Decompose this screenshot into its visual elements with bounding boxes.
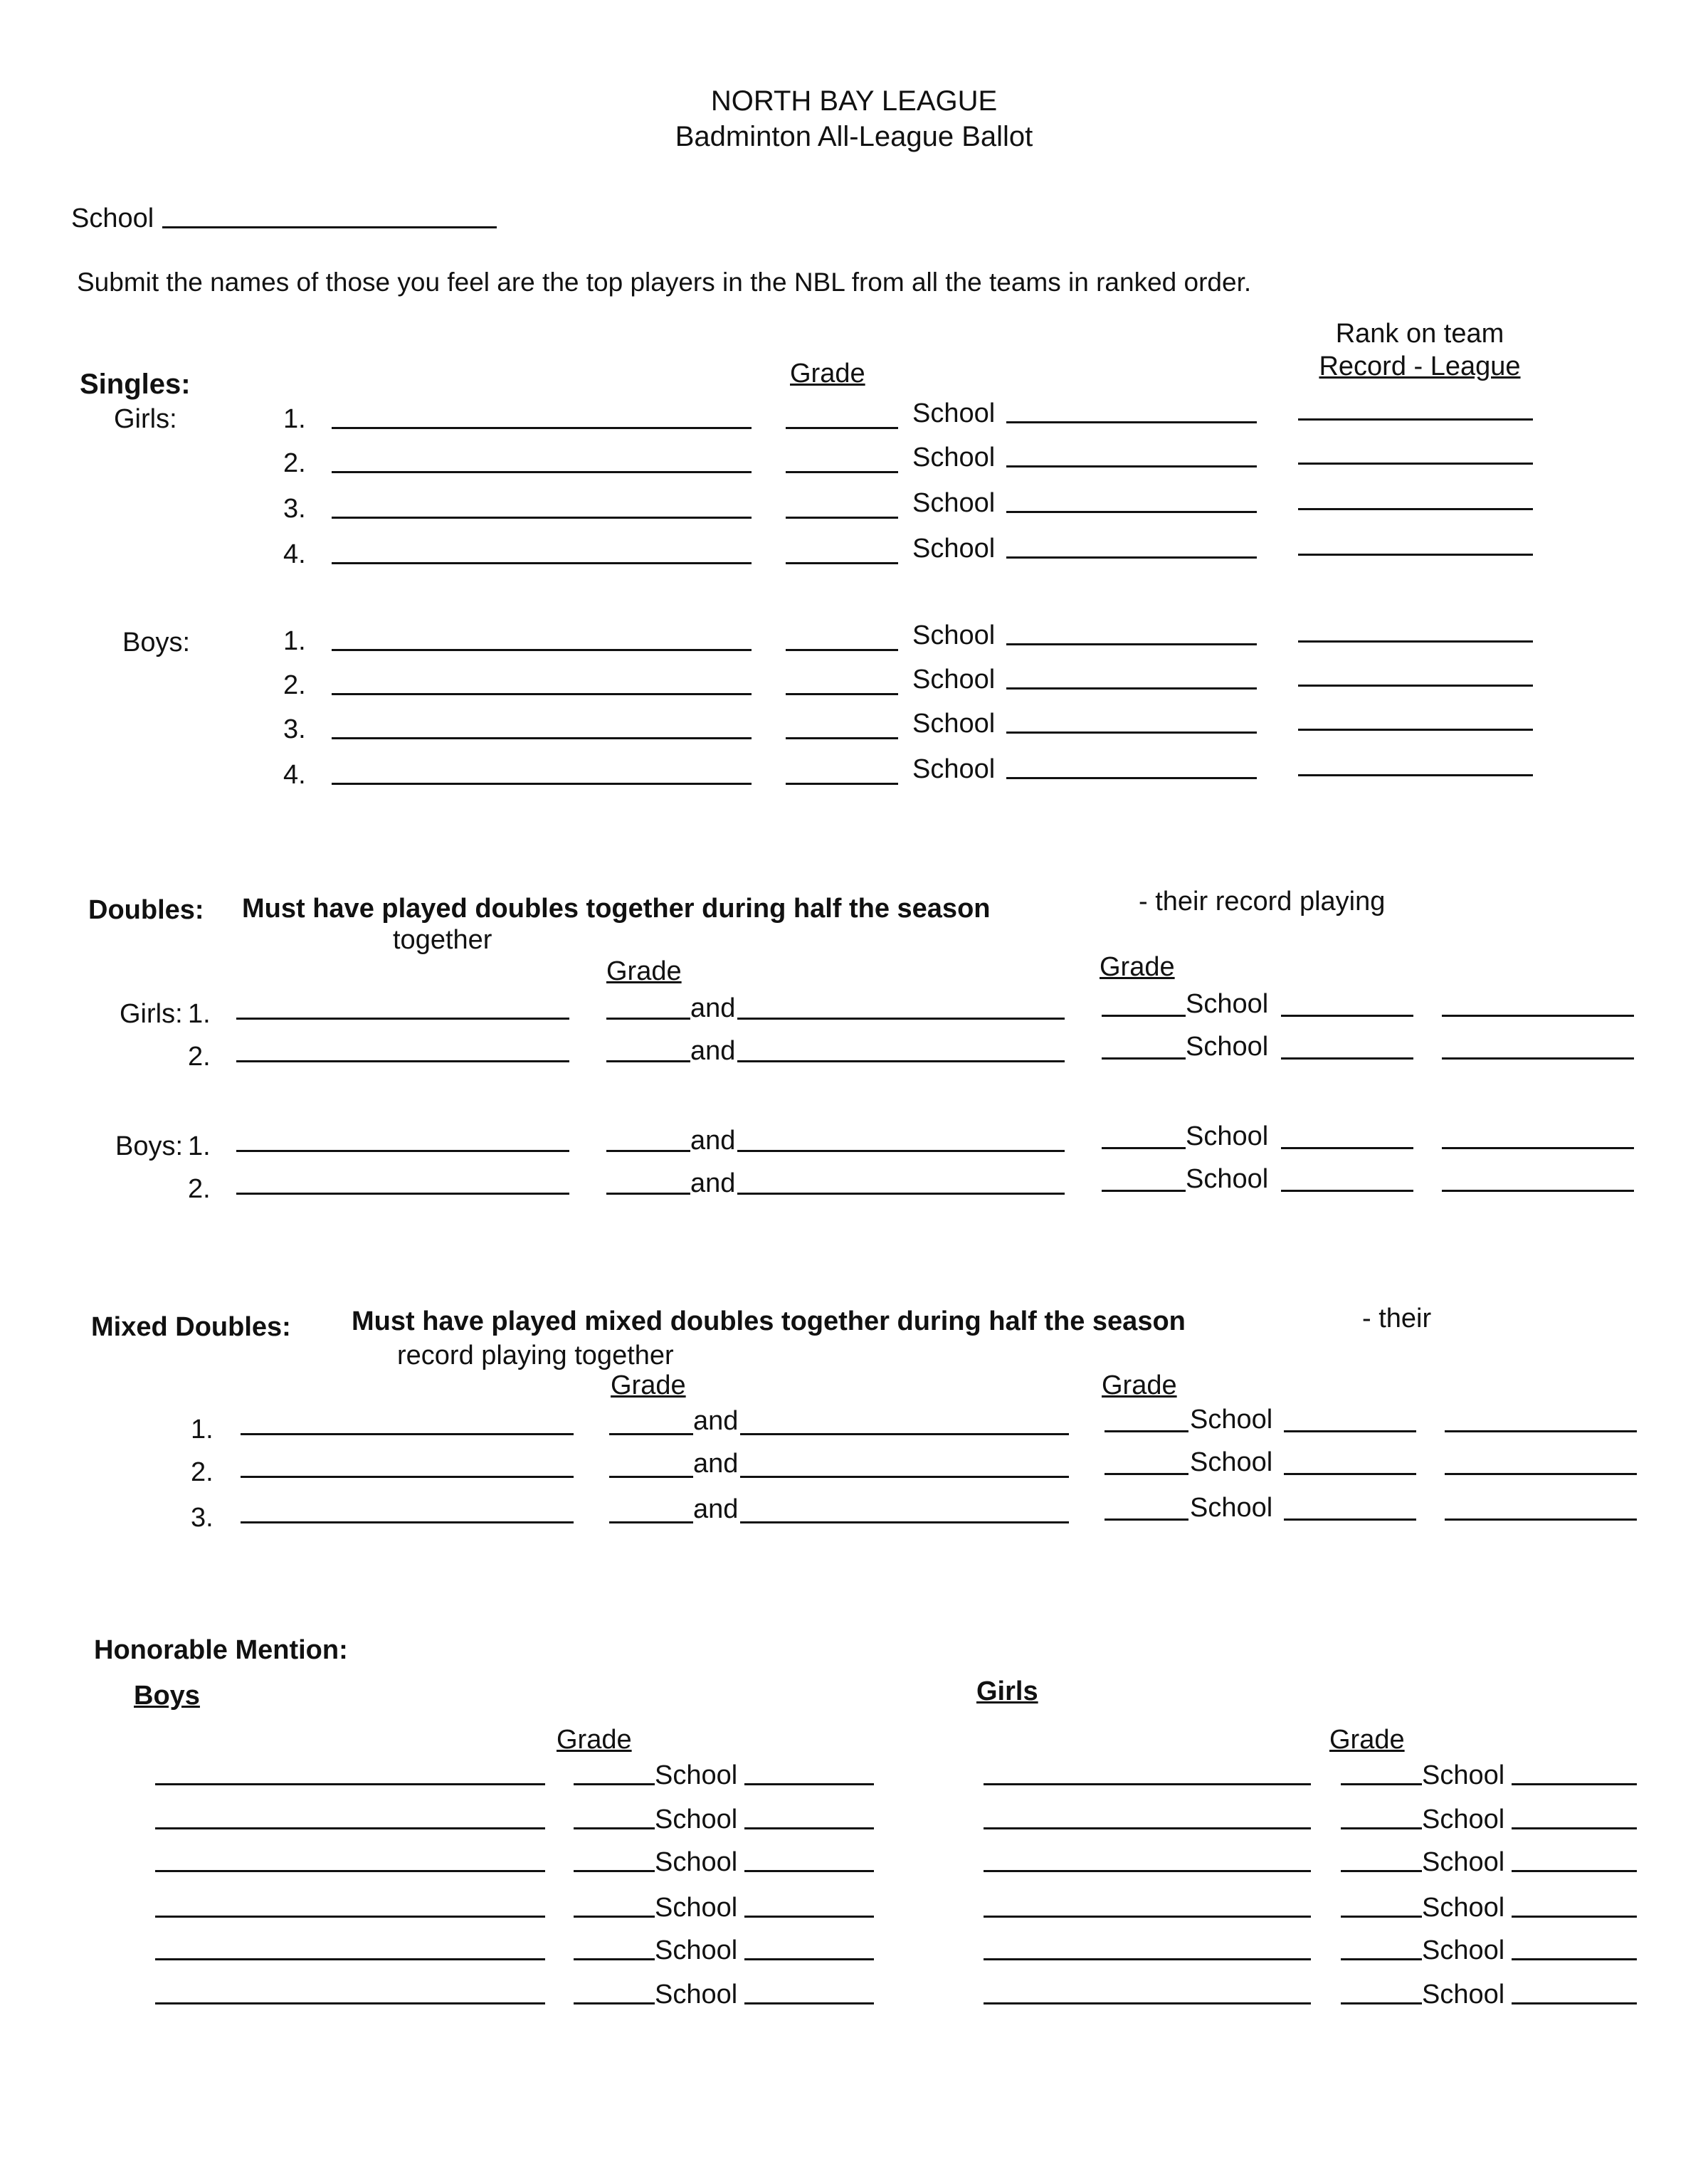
honorable-boys-school-label: School <box>655 1805 738 1834</box>
honorable-boys-2-grade[interactable] <box>574 1827 655 1829</box>
mixed-grade-header-1: Grade <box>611 1370 686 1400</box>
doubles-girls-school-label: School <box>1186 1032 1269 1062</box>
mixed-note: - their <box>1362 1304 1432 1333</box>
doubles-girls-team-2-record[interactable] <box>1442 1057 1634 1060</box>
honorable-girls-school-label: School <box>1422 1935 1505 1965</box>
mixed-team-3-grade-1[interactable] <box>609 1521 693 1523</box>
doubles-girls-team-1-record[interactable] <box>1442 1015 1634 1017</box>
doubles-girls-number: 2. <box>188 1042 211 1072</box>
doubles-boys-school-label: School <box>1186 1121 1269 1151</box>
singles-boys-player-4-name[interactable] <box>332 783 752 785</box>
doubles-girls-team-1-grade-1[interactable] <box>606 1018 690 1020</box>
honorable-girls-4-grade[interactable] <box>1341 1916 1422 1918</box>
mixed-team-3-player-2[interactable] <box>740 1521 1069 1523</box>
doubles-grade-header-1: Grade <box>606 956 682 986</box>
mixed-school-label: School <box>1190 1447 1273 1477</box>
mixed-team-2-grade-2[interactable] <box>1105 1473 1188 1475</box>
doubles-rule: Must have played doubles together during half the season <box>242 894 991 924</box>
singles-boys-player-2-rank[interactable] <box>1298 685 1533 687</box>
singles-boys-school-label: School <box>912 665 996 694</box>
singles-boys-player-3-grade[interactable] <box>786 737 898 739</box>
honorable-boys-6-school[interactable] <box>744 2002 874 2004</box>
mixed-and-label: and <box>693 1406 739 1436</box>
singles-boys-number: 4. <box>283 760 306 790</box>
doubles-boys-team-2-record[interactable] <box>1442 1190 1634 1192</box>
doubles-boys-team-2-grade-2[interactable] <box>1102 1190 1186 1192</box>
school-field[interactable] <box>162 226 497 228</box>
rank-header-line1: Rank on team <box>1335 319 1504 349</box>
mixed-team-2-record[interactable] <box>1445 1473 1637 1475</box>
mixed-and-label: and <box>693 1449 739 1479</box>
doubles-boys-team-1-grade-2[interactable] <box>1102 1147 1186 1149</box>
singles-girls-number: 2. <box>283 448 306 478</box>
doubles-boys-number: 2. <box>188 1174 211 1204</box>
singles-girls-player-4-rank[interactable] <box>1298 554 1533 556</box>
honorable-girls-label: Girls <box>976 1676 1038 1706</box>
singles-boys-number: 3. <box>283 714 306 744</box>
singles-girls-player-2-name[interactable] <box>332 471 752 473</box>
honorable-boys-school-label: School <box>655 1935 738 1965</box>
mixed-school-label: School <box>1190 1493 1273 1523</box>
honorable-boys-6-name[interactable] <box>155 2002 545 2004</box>
mixed-number: 3. <box>191 1503 214 1533</box>
doubles-girls-team-2-player-2[interactable] <box>737 1060 1065 1062</box>
mixed-grade-header-2: Grade <box>1102 1370 1177 1400</box>
honorable-boys-1-name[interactable] <box>155 1783 545 1785</box>
honorable-girls-school-label: School <box>1422 1805 1505 1834</box>
rank-header-line2: Record - League <box>1319 352 1521 381</box>
mixed-team-1-player-1[interactable] <box>241 1433 574 1435</box>
singles-boys-player-2-name[interactable] <box>332 693 752 695</box>
singles-girls-player-3-grade[interactable] <box>786 517 898 519</box>
doubles-boys-team-1-grade-1[interactable] <box>606 1150 690 1152</box>
doubles-boys-team-1-player-1[interactable] <box>236 1150 569 1152</box>
singles-girls-player-1-school[interactable] <box>1006 421 1257 423</box>
singles-girls-player-3-rank[interactable] <box>1298 508 1533 510</box>
honorable-boys-4-grade[interactable] <box>574 1916 655 1918</box>
honorable-boys-label: Boys <box>134 1681 200 1711</box>
singles-boys-player-4-school[interactable] <box>1006 777 1257 779</box>
honorable-boys-5-school[interactable] <box>744 1958 874 1960</box>
honorable-girls-4-name[interactable] <box>984 1916 1311 1918</box>
mixed-school-label: School <box>1190 1405 1273 1435</box>
singles-girls-player-4-name[interactable] <box>332 562 752 564</box>
singles-boys-player-3-name[interactable] <box>332 737 752 739</box>
mixed-team-3-grade-2[interactable] <box>1105 1518 1188 1521</box>
singles-boys-player-1-rank[interactable] <box>1298 640 1533 643</box>
honorable-boys-school-label: School <box>655 1980 738 2009</box>
honorable-girls-3-grade[interactable] <box>1341 1870 1422 1872</box>
singles-girls-player-1-name[interactable] <box>332 427 752 429</box>
singles-girls-player-3-name[interactable] <box>332 517 752 519</box>
doubles-girls-team-1-grade-2[interactable] <box>1102 1015 1186 1017</box>
mixed-team-1-record[interactable] <box>1445 1430 1637 1432</box>
doubles-girls-label: Girls: <box>120 999 183 1029</box>
singles-boys-player-3-school[interactable] <box>1006 731 1257 734</box>
honorable-boys-1-grade[interactable] <box>574 1783 655 1785</box>
singles-heading: Singles: <box>80 369 191 400</box>
honorable-boys-3-grade[interactable] <box>574 1870 655 1872</box>
doubles-boys-and-label: and <box>690 1168 736 1198</box>
singles-girls-player-2-grade[interactable] <box>786 471 898 473</box>
doubles-boys-school-label: School <box>1186 1164 1269 1194</box>
honorable-boys-2-school[interactable] <box>744 1827 874 1829</box>
doubles-girls-team-2-player-1[interactable] <box>236 1060 569 1062</box>
honorable-girls-school-label: School <box>1422 1847 1505 1877</box>
doubles-boys-number: 1. <box>188 1131 211 1161</box>
honorable-boys-4-school[interactable] <box>744 1916 874 1918</box>
school-label: School <box>71 204 154 233</box>
doubles-boys-team-2-school[interactable] <box>1281 1190 1413 1192</box>
mixed-team-1-grade-1[interactable] <box>609 1433 693 1435</box>
doubles-girls-school-label: School <box>1186 989 1269 1019</box>
mixed-heading: Mixed Doubles: <box>91 1312 291 1342</box>
singles-boys-player-3-rank[interactable] <box>1298 729 1533 731</box>
singles-girls-player-1-grade[interactable] <box>786 427 898 429</box>
singles-girls-player-1-rank[interactable] <box>1298 418 1533 421</box>
singles-girls-school-label: School <box>912 534 996 564</box>
doubles-grade-header-2: Grade <box>1100 952 1175 982</box>
mixed-team-3-record[interactable] <box>1445 1518 1637 1521</box>
honorable-girls-school-label: School <box>1422 1760 1505 1790</box>
doubles-note-2: together <box>393 925 492 955</box>
mixed-team-2-school[interactable] <box>1284 1473 1416 1475</box>
mixed-team-3-player-1[interactable] <box>241 1521 574 1523</box>
doubles-boys-and-label: and <box>690 1126 736 1156</box>
singles-girls-player-4-grade[interactable] <box>786 562 898 564</box>
honorable-boys-1-school[interactable] <box>744 1783 874 1785</box>
mixed-rule: Must have played mixed doubles together during half the season <box>352 1306 1186 1336</box>
honorable-girls-5-name[interactable] <box>984 1958 1311 1960</box>
doubles-girls-team-1-player-1[interactable] <box>236 1018 569 1020</box>
doubles-girls-and-label: and <box>690 1036 736 1066</box>
singles-boys-number: 1. <box>283 626 306 656</box>
singles-boys-player-1-grade[interactable] <box>786 649 898 651</box>
singles-girls-player-2-rank[interactable] <box>1298 463 1533 465</box>
honorable-girls-school-label: School <box>1422 1980 1505 2009</box>
singles-girls-number: 3. <box>283 494 306 524</box>
singles-boys-player-4-grade[interactable] <box>786 783 898 785</box>
doubles-boys-team-1-player-2[interactable] <box>737 1150 1065 1152</box>
honorable-boys-school-label: School <box>655 1847 738 1877</box>
honorable-girls-6-name[interactable] <box>984 2002 1311 2004</box>
honorable-girls-school-label: School <box>1422 1893 1505 1923</box>
singles-girls-school-label: School <box>912 488 996 518</box>
doubles-girls-team-1-school[interactable] <box>1281 1015 1413 1017</box>
honorable-girls-1-name[interactable] <box>984 1783 1311 1785</box>
singles-boys-player-4-rank[interactable] <box>1298 774 1533 776</box>
singles-boys-label: Boys: <box>122 628 191 657</box>
doubles-heading: Doubles: <box>88 895 204 925</box>
doubles-boys-team-1-school[interactable] <box>1281 1147 1413 1149</box>
doubles-boys-label: Boys: <box>115 1131 184 1161</box>
honorable-heading: Honorable Mention: <box>94 1635 348 1665</box>
mixed-number: 1. <box>191 1415 214 1444</box>
honorable-girls-3-name[interactable] <box>984 1870 1311 1872</box>
honorable-girls-6-grade[interactable] <box>1341 2002 1422 2004</box>
honorable-boys-4-name[interactable] <box>155 1916 545 1918</box>
honorable-boys-3-school[interactable] <box>744 1870 874 1872</box>
mixed-and-label: and <box>693 1494 739 1524</box>
mixed-team-1-school[interactable] <box>1284 1430 1416 1432</box>
honorable-boys-5-name[interactable] <box>155 1958 545 1960</box>
singles-boys-player-2-grade[interactable] <box>786 693 898 695</box>
honorable-boys-5-grade[interactable] <box>574 1958 655 1960</box>
honorable-boys-2-name[interactable] <box>155 1827 545 1829</box>
singles-boys-player-1-name[interactable] <box>332 649 752 651</box>
honorable-girls-2-school[interactable] <box>1512 1827 1637 1829</box>
honorable-boys-grade-header: Grade <box>557 1725 632 1755</box>
honorable-girls-3-school[interactable] <box>1512 1870 1637 1872</box>
singles-girls-number: 4. <box>283 539 306 569</box>
doubles-boys-team-2-player-1[interactable] <box>236 1193 569 1195</box>
page-title: NORTH BAY LEAGUE <box>710 85 998 117</box>
honorable-girls-grade-header: Grade <box>1329 1725 1405 1755</box>
honorable-girls-1-school[interactable] <box>1512 1783 1637 1785</box>
doubles-girls-number: 1. <box>188 999 211 1029</box>
mixed-team-1-grade-2[interactable] <box>1105 1430 1188 1432</box>
honorable-girls-5-school[interactable] <box>1512 1958 1637 1960</box>
mixed-team-1-player-2[interactable] <box>740 1433 1069 1435</box>
mixed-team-3-school[interactable] <box>1284 1518 1416 1521</box>
singles-boys-school-label: School <box>912 754 996 784</box>
honorable-girls-4-school[interactable] <box>1512 1916 1637 1918</box>
mixed-team-2-player-2[interactable] <box>740 1476 1069 1478</box>
singles-girls-player-4-school[interactable] <box>1006 556 1257 559</box>
mixed-note-2: record playing together <box>397 1341 674 1370</box>
honorable-girls-2-grade[interactable] <box>1341 1827 1422 1829</box>
honorable-girls-6-school[interactable] <box>1512 2002 1637 2004</box>
honorable-girls-5-grade[interactable] <box>1341 1958 1422 1960</box>
singles-grade-header: Grade <box>790 359 865 389</box>
doubles-boys-team-1-record[interactable] <box>1442 1147 1634 1149</box>
honorable-girls-2-name[interactable] <box>984 1827 1311 1829</box>
honorable-boys-school-label: School <box>655 1760 738 1790</box>
page-subtitle: Badminton All-League Ballot <box>675 121 1033 152</box>
singles-boys-school-label: School <box>912 709 996 739</box>
singles-girls-number: 1. <box>283 404 306 434</box>
singles-girls-player-3-school[interactable] <box>1006 511 1257 513</box>
singles-boys-player-1-school[interactable] <box>1006 643 1257 645</box>
doubles-note: - their record playing <box>1139 887 1386 917</box>
doubles-girls-team-1-player-2[interactable] <box>737 1018 1065 1020</box>
doubles-boys-team-2-grade-1[interactable] <box>606 1193 690 1195</box>
singles-girls-player-2-school[interactable] <box>1006 465 1257 468</box>
doubles-boys-team-2-player-2[interactable] <box>737 1193 1065 1195</box>
mixed-team-2-player-1[interactable] <box>241 1476 574 1478</box>
singles-boys-school-label: School <box>912 620 996 650</box>
singles-girls-label: Girls: <box>114 404 177 434</box>
singles-boys-number: 2. <box>283 670 306 700</box>
singles-girls-school-label: School <box>912 398 996 428</box>
singles-girls-school-label: School <box>912 443 996 472</box>
mixed-number: 2. <box>191 1457 214 1487</box>
honorable-boys-3-name[interactable] <box>155 1870 545 1872</box>
honorable-boys-6-grade[interactable] <box>574 2002 655 2004</box>
singles-boys-player-2-school[interactable] <box>1006 687 1257 690</box>
instructions: Submit the names of those you feel are the top players in the NBL from all the teams in ranked order. <box>77 268 1252 297</box>
doubles-girls-team-2-school[interactable] <box>1281 1057 1413 1060</box>
doubles-girls-team-2-grade-1[interactable] <box>606 1060 690 1062</box>
honorable-girls-1-grade[interactable] <box>1341 1783 1422 1785</box>
doubles-girls-and-label: and <box>690 993 736 1023</box>
honorable-boys-school-label: School <box>655 1893 738 1923</box>
doubles-girls-team-2-grade-2[interactable] <box>1102 1057 1186 1060</box>
mixed-team-2-grade-1[interactable] <box>609 1476 693 1478</box>
